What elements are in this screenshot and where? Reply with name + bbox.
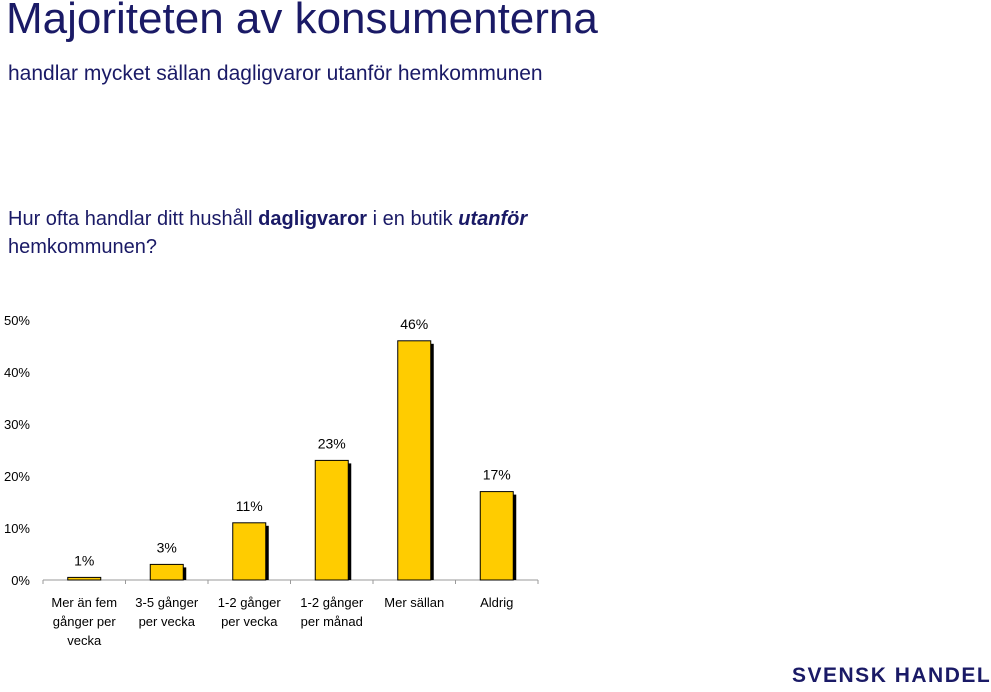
question-italic-text: utanför (458, 208, 528, 230)
x-category-label: per vecka (138, 614, 195, 629)
question-text-2: i en butik (367, 208, 459, 230)
svensk-handel-logo: SVENSK HANDEL (792, 664, 991, 687)
question-text-1: Hur ofta handlar ditt hushåll (8, 208, 259, 230)
x-category-label: 3-5 gånger (135, 595, 199, 610)
y-tick-label: 30% (3, 417, 30, 432)
x-category-label: per vecka (221, 614, 278, 629)
x-category-label: Mer än fem (51, 595, 118, 610)
bar (315, 460, 348, 580)
data-label: 1% (74, 552, 95, 569)
bar (233, 523, 266, 580)
x-category-label: vecka (67, 633, 102, 648)
x-category-label: gånger per (52, 614, 116, 629)
data-label: 3% (156, 539, 177, 556)
bar (150, 564, 183, 580)
x-category-label: 1-2 gånger (300, 595, 364, 610)
bar (68, 577, 101, 580)
y-tick-label: 0% (11, 573, 30, 588)
question-bold-text: dagligvaror (258, 208, 368, 230)
data-label: 46% (400, 315, 429, 332)
y-tick-label: 40% (3, 365, 30, 380)
x-category-label: 1-2 gånger (217, 595, 281, 610)
y-tick-label: 10% (3, 521, 30, 536)
y-tick-label: 50% (3, 313, 30, 328)
data-label: 11% (235, 497, 263, 514)
page-title: Majoriteten av konsumenterna (6, 0, 598, 43)
question-text-3: hemkommunen? (8, 236, 157, 258)
x-category-label: Aldrig (480, 595, 514, 610)
x-category-label: Mer sällan (384, 595, 445, 610)
page-subtitle: handlar mycket sällan dagligvaror utanför hemkommunen (8, 62, 543, 85)
survey-question (8, 205, 648, 261)
bar-chart (0, 300, 960, 660)
data-label: 23% (317, 435, 346, 452)
bar (398, 341, 431, 580)
data-label: 17% (482, 466, 511, 483)
bar (480, 492, 513, 580)
y-tick-label: 20% (3, 469, 30, 484)
x-category-label: per månad (300, 614, 363, 629)
